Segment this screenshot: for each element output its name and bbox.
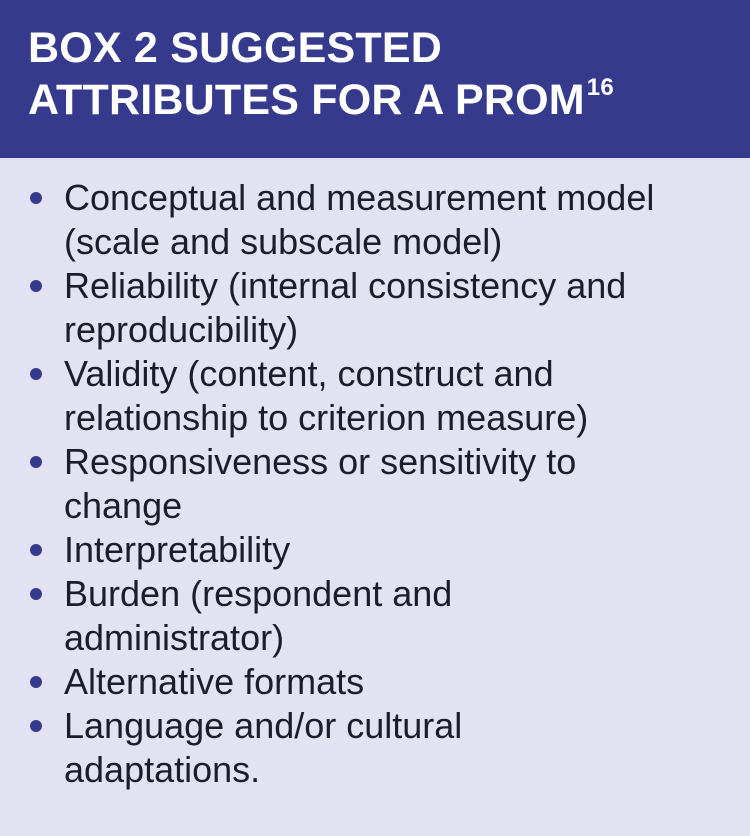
list-item-line-2: change — [64, 485, 183, 526]
bullet-icon — [30, 588, 42, 600]
bullet-icon — [30, 192, 42, 204]
box-title-line-2 — [28, 74, 722, 126]
list-item-line-2: administrator) — [64, 617, 285, 658]
list-item — [28, 660, 730, 704]
list-item — [28, 572, 730, 660]
list-item-line-1: Alternative formats — [64, 661, 365, 702]
list-item-line-1: Interpretability — [64, 529, 291, 570]
bullet-icon — [30, 368, 42, 380]
bullet-icon — [30, 280, 42, 292]
list-item — [28, 352, 730, 440]
list-item-line-1: Burden (respondent and — [64, 573, 453, 614]
list-item — [28, 440, 730, 528]
attribute-list — [28, 176, 730, 792]
box-title — [28, 22, 722, 126]
box-title-line-1: BOX 2 SUGGESTED — [28, 24, 442, 72]
list-item-line-1: Reliability (internal consistency and — [64, 265, 627, 306]
bullet-icon — [30, 544, 42, 556]
list-item-line-2: reproducibility) — [64, 309, 299, 350]
list-item-line-1: Language and/or cultural — [64, 705, 463, 746]
list-item — [28, 704, 730, 792]
bullet-icon — [30, 676, 42, 688]
list-item-line-1: Conceptual and measurement model — [64, 177, 655, 218]
box-header — [0, 0, 750, 158]
list-item-line-1: Responsiveness or sensitivity to — [64, 441, 577, 482]
list-item — [28, 528, 730, 572]
box-title-line-2-text: ATTRIBUTES FOR A PROM — [28, 76, 585, 124]
list-item — [28, 176, 730, 264]
reference-superscript: 16 — [586, 73, 614, 101]
list-item-line-2: (scale and subscale model) — [64, 221, 503, 262]
bullet-icon — [30, 720, 42, 732]
box-body — [0, 158, 750, 792]
list-item-line-1: Validity (content, construct and — [64, 353, 554, 394]
list-item — [28, 264, 730, 352]
list-item-line-2: relationship to criterion measure) — [64, 397, 589, 438]
list-item-line-2: adaptations. — [64, 749, 261, 790]
bullet-icon — [30, 456, 42, 468]
